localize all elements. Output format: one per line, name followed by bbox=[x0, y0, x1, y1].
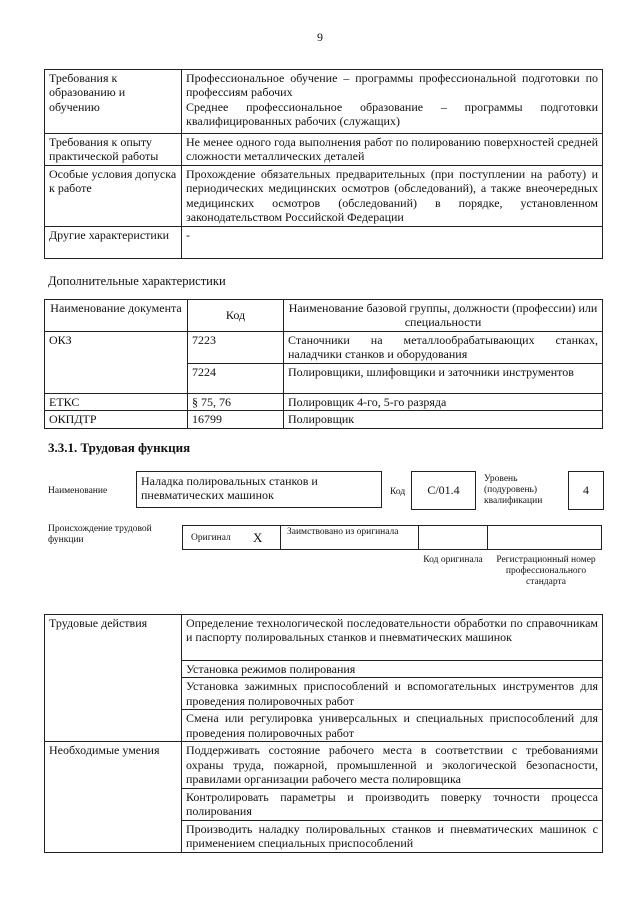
row-value: Прохождение обязательных предварительных (при поступлении на работу) и периодических медицинских осмотров (обследований), а также внеочередных медицинских осмотров (обследований) в порядке, установленном законодательством Российской Федерации bbox=[182, 166, 603, 227]
table-row bbox=[45, 615, 603, 661]
origin-code-caption: Код оригинала bbox=[423, 555, 483, 565]
code-cell: 16799 bbox=[188, 411, 284, 428]
borrowed-label: Заимствовано из оригинала bbox=[287, 527, 399, 537]
name-label: Наименование bbox=[48, 486, 108, 496]
level-value: 4 bbox=[583, 483, 589, 498]
action-item: Смена или регулировка универсальных и специальных приспособлений для проведения полировочных работ bbox=[182, 710, 603, 742]
function-code: C/01.4 bbox=[427, 483, 460, 498]
table-row bbox=[45, 134, 603, 166]
row-value: - bbox=[182, 226, 603, 258]
doc-cell: ОКПДТР bbox=[45, 411, 188, 428]
code-label: Код bbox=[390, 487, 406, 497]
actions-table bbox=[44, 614, 603, 853]
code-cell: 7223 bbox=[188, 332, 284, 364]
action-item: Определение технологической последовательности обработки по справочникам и паспорту полировальных станков и пневматических машинок bbox=[182, 615, 603, 661]
skill-item: Поддерживать состояние рабочего места в соответствии с требованиями охраны труда, пожарной, промышленной и экологической безопасности, правилами организации рабочего места полировщика bbox=[182, 742, 603, 788]
column-header: Код bbox=[188, 300, 284, 332]
table-row bbox=[45, 411, 603, 428]
name-cell: Полировщик 4-го, 5-го разряда bbox=[284, 393, 603, 410]
skills-label: Необходимые умения bbox=[45, 742, 182, 852]
row-label: Особые условия допуска к работе bbox=[45, 166, 182, 227]
actions-label: Трудовые действия bbox=[45, 615, 182, 742]
row-value bbox=[182, 70, 603, 134]
action-item: Установка режимов полирования bbox=[182, 661, 603, 678]
table-row bbox=[45, 332, 603, 364]
origin-original-cell bbox=[182, 525, 281, 550]
table-row bbox=[45, 226, 603, 258]
code-cell: 7224 bbox=[188, 363, 284, 393]
column-header: Наименование документа bbox=[45, 300, 188, 332]
additional-heading: Дополнительные характеристики bbox=[48, 274, 226, 288]
skill-item: Производить наладку полировальных станков и пневматических машинок с применением специальных приспособлений bbox=[182, 820, 603, 852]
row-label: Требования к опыту практической работы bbox=[45, 134, 182, 166]
function-name: Наладка полировальных станков и пневматических машинок bbox=[141, 474, 318, 503]
section-title: 3.3.1. Трудовая функция bbox=[48, 440, 191, 455]
function-code-box bbox=[411, 471, 476, 510]
origin-borrowed-cell bbox=[280, 525, 419, 550]
origin-reg-caption: Регистрационный номер профессионального стандарта bbox=[496, 555, 596, 587]
code-cell: § 75, 76 bbox=[188, 393, 284, 410]
name-cell: Полировщики, шлифовщики и заточники инструментов bbox=[284, 363, 603, 393]
additional-table bbox=[44, 299, 603, 429]
original-label: Оригинал bbox=[191, 533, 231, 543]
table-row bbox=[45, 393, 603, 410]
level-box bbox=[568, 471, 604, 510]
requirements-table bbox=[44, 69, 603, 259]
name-cell: Полировщик bbox=[284, 411, 603, 428]
table-row bbox=[45, 70, 603, 134]
origin-label: Происхождение трудовой функции bbox=[48, 524, 152, 545]
table-row bbox=[45, 166, 603, 227]
doc-cell: ЕТКС bbox=[45, 393, 188, 410]
action-item: Установка зажимных приспособлений и вспомогательных инструментов для проведения полировочных работ bbox=[182, 678, 603, 710]
row-label: Требования к образованию и обучению bbox=[45, 70, 182, 134]
origin-reg-cell bbox=[487, 525, 602, 550]
value-line: Профессиональное обучение – программы профессиональной подготовки по профессиям рабочих bbox=[186, 71, 598, 100]
original-mark: X bbox=[253, 530, 263, 545]
skill-item: Контролировать параметры и производить поверку точности процесса полирования bbox=[182, 788, 603, 820]
page-number: 9 bbox=[317, 30, 323, 44]
name-cell: Станочники на металлообрабатывающих станках, наладчики станков и оборудования bbox=[284, 332, 603, 364]
value-line: Среднее профессиональное образование – программы подготовки квалифицированных рабочих (служащих) bbox=[186, 99, 598, 129]
origin-code-cell bbox=[418, 525, 488, 550]
table-row bbox=[45, 742, 603, 788]
column-header: Наименование базовой группы, должности (профессии) или специальности bbox=[284, 300, 603, 332]
table-header-row bbox=[45, 300, 603, 332]
row-value: Не менее одного года выполнения работ по полированию поверхностей средней сложности металлических деталей bbox=[182, 134, 603, 166]
function-name-box bbox=[136, 471, 382, 508]
row-label: Другие характеристики bbox=[45, 226, 182, 258]
level-label: Уровень (подуровень) квалификации bbox=[484, 474, 543, 506]
doc-cell: ОКЗ bbox=[45, 332, 188, 394]
